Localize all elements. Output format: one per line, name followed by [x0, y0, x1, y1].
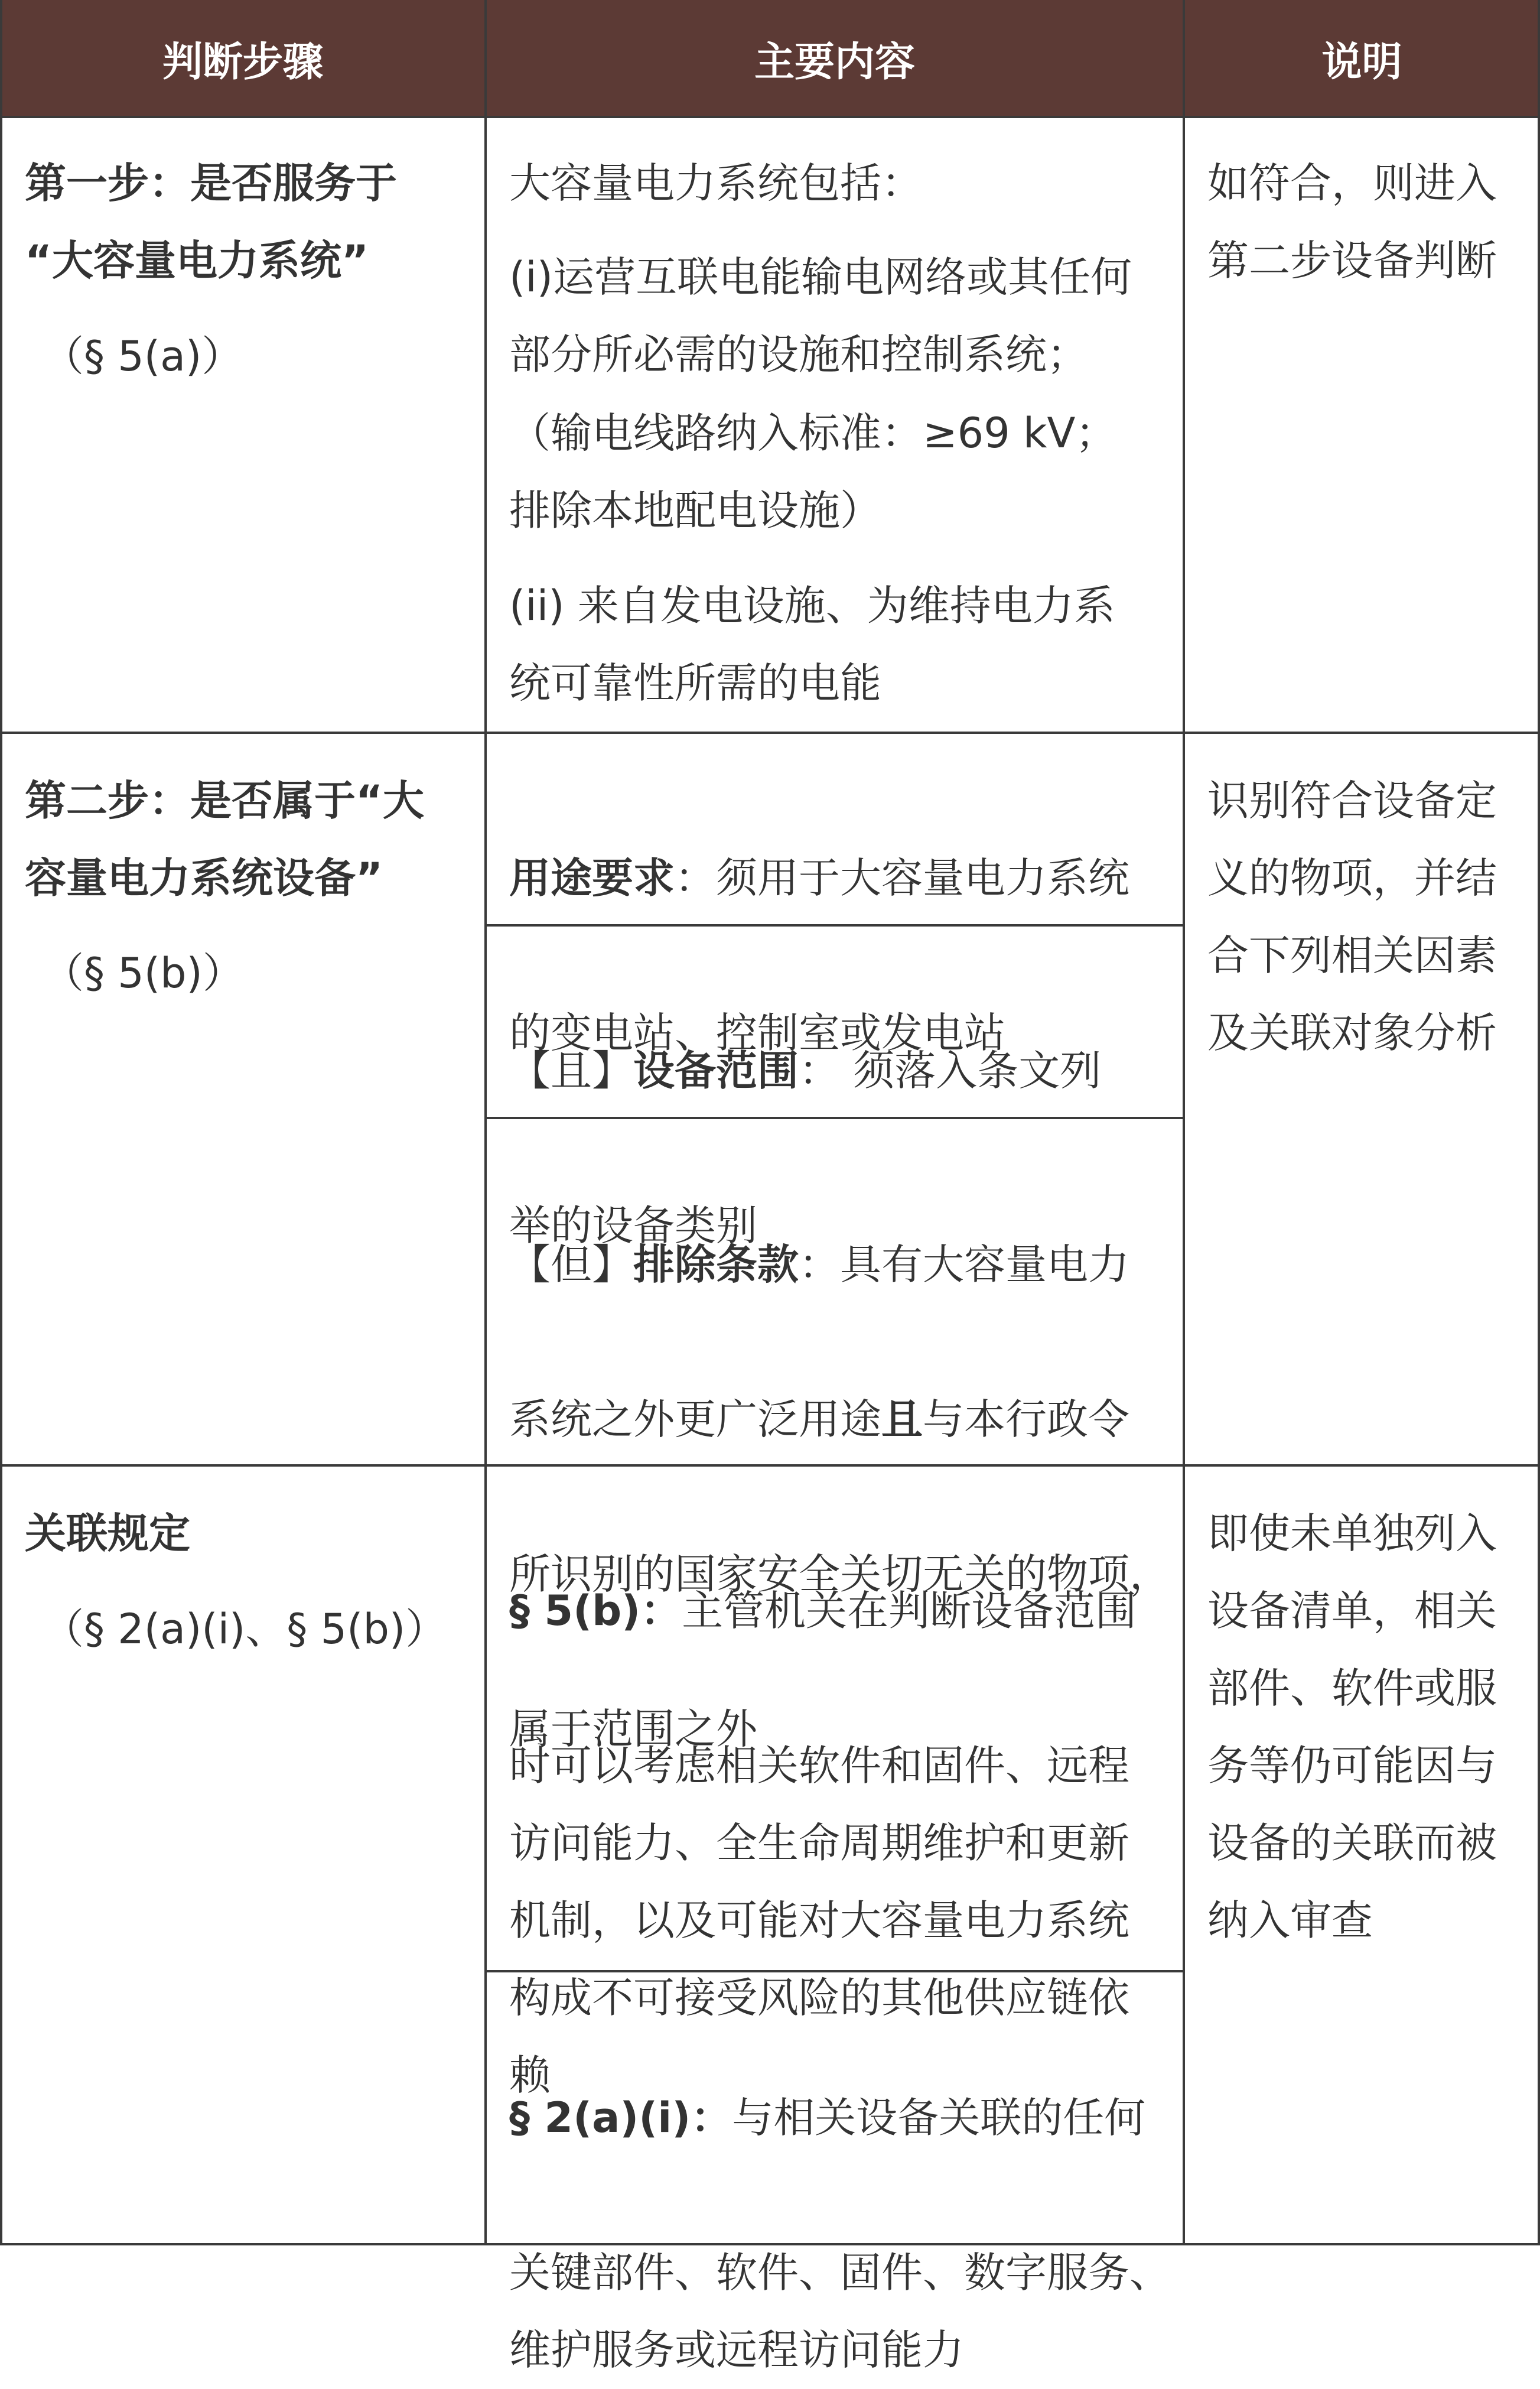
- usage-requirement-text-line2: 的变电站、控制室或发电站: [509, 1009, 1005, 1057]
- divider-col2: [1183, 0, 1185, 2245]
- usage-requirement-label: 用途要求: [509, 854, 675, 902]
- header-note: 说明: [1321, 38, 1402, 86]
- header-step: 判断步骤: [162, 38, 323, 86]
- exclusion-line4: 属于范围之外: [509, 1705, 757, 1753]
- row3-note: 即使未单独列入 设备清单，相关 部件、软件或服 务等仍可能因与 设备的关联而被 纳入审查: [1207, 1509, 1497, 1945]
- row2-step-title: 第二步：是否属于“大 容量电力系统设备”: [25, 776, 425, 902]
- header-content: 主要内容: [754, 38, 915, 86]
- border-left: [0, 0, 2, 2245]
- row1-note: 如符合，则进入 第二步设备判断: [1207, 159, 1497, 285]
- section-2ai-rest: 关键部件、软件、固件、数字服务、 维护服务或远程访问能力: [509, 2248, 1171, 2374]
- border-right: [1538, 0, 1540, 2245]
- section-5b-text: 主管机关在判断设备范围: [682, 1587, 1137, 1635]
- exclusion-text: ：具有大容量电力: [799, 1240, 1129, 1289]
- usage-requirement-text: ：须用于大容量电力系统: [675, 854, 1129, 902]
- row3-step-ref: （§ 2(a)(i)、§ 5(b)）: [43, 1605, 447, 1653]
- row1-step-title: 第一步：是否服务于 “大容量电力系统”: [25, 159, 397, 285]
- exclusion-label: 排除条款: [633, 1240, 799, 1289]
- equipment-scope-prefix: 【且】: [509, 1046, 633, 1095]
- row3-step-title: 关联规定: [25, 1509, 190, 1558]
- row1-content-item-i: (i)运营互联电能输电网络或其任何 部分所必需的设施和控制系统；: [509, 253, 1132, 379]
- divider-row1: [0, 732, 1540, 734]
- row3-section-2ai: [509, 2002, 1171, 2389]
- exclusion-line2a: 系统之外更广泛用途: [509, 1395, 881, 1444]
- section-2ai-label: § 2(a)(i)：: [509, 2094, 732, 2142]
- equipment-scope-text-line2: 举的设备类别: [509, 1201, 757, 1250]
- exclusion-line3: 所识别的国家安全关切无关的物项，: [509, 1550, 1171, 1598]
- row2-step-ref: （§ 5(b)）: [43, 949, 244, 997]
- exclusion-line2-and: 且: [881, 1395, 923, 1444]
- row2-note: 识别符合设备定 义的物项，并结 合下列相关因素 及关联对象分析: [1207, 776, 1497, 1057]
- equipment-scope-label: 设备范围: [633, 1046, 799, 1095]
- section-5b-label: § 5(b)：: [509, 1587, 682, 1635]
- row1-step-ref: （§ 5(a)）: [43, 332, 243, 381]
- row1-content-item-ii: (ii) 来自发电设施、为维持电力系 统可靠性所需的电能: [509, 581, 1115, 707]
- section-2ai-text: 与相关设备关联的任何: [732, 2094, 1146, 2142]
- section-5b-rest: 时可以考虑相关软件和固件、远程 访问能力、全生命周期维护和更新 机制，以及可能对大容量电力系统 构成不可接受风险的其他供应链依 赖: [509, 1741, 1129, 2099]
- divider-header: [0, 116, 1540, 118]
- exclusion-line2c: 与本行政令: [923, 1395, 1129, 1444]
- equipment-scope-text: ： 须落入条文列: [799, 1046, 1102, 1095]
- row1-content-intro: 大容量电力系统包括：: [509, 159, 923, 207]
- divider-col1: [484, 0, 487, 2245]
- exclusion-prefix: 【但】: [509, 1240, 633, 1289]
- row1-content-criteria: （输电线路纳入标准：≥69 kV； 排除本地配电设施）: [509, 409, 1117, 535]
